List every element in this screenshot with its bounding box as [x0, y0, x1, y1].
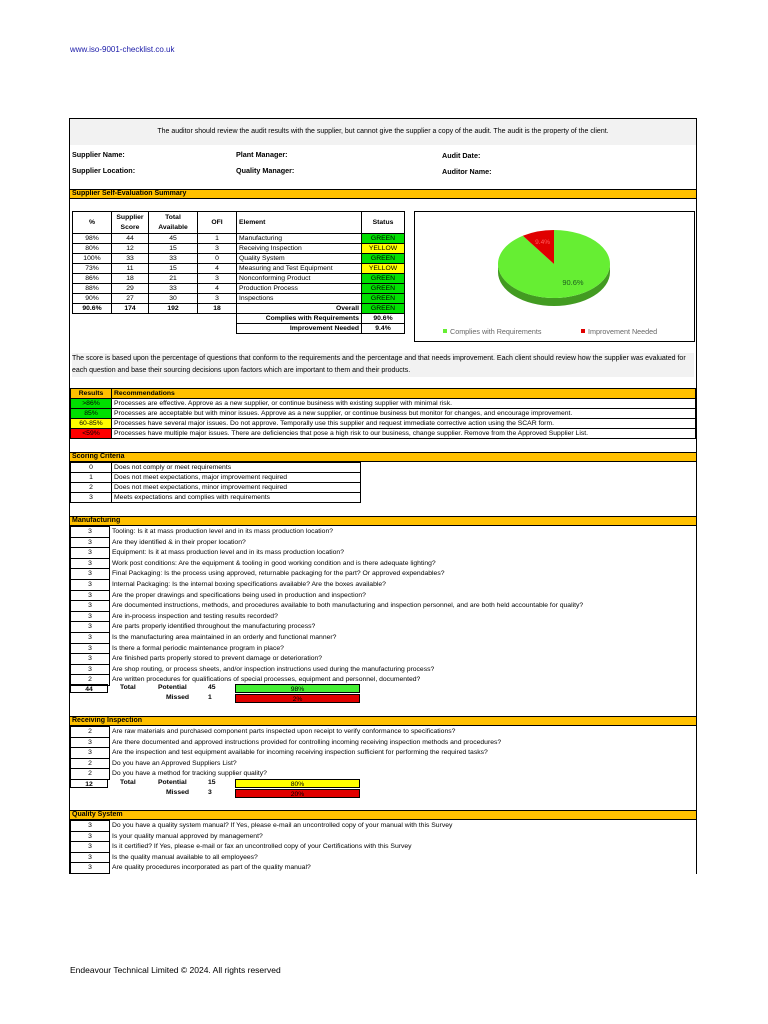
results-range: 85%: [71, 409, 112, 419]
scoring-text: Does not meet expectations, minor improvement required: [112, 483, 361, 493]
total-label: Total: [120, 779, 136, 786]
missed-pct-bar: 20%: [235, 789, 360, 798]
summary-table: [72, 211, 405, 334]
blank-cell: [73, 324, 237, 334]
question-row: [71, 537, 586, 548]
summary-overall-row: [73, 304, 405, 314]
question-score[interactable]: 3: [71, 622, 110, 633]
question-score[interactable]: 3: [71, 537, 110, 548]
summary-row: [73, 254, 405, 264]
question-text: Work post conditions: Are the equipment & tooling in good working condition and is there adequate lighting?: [110, 558, 586, 569]
question-score[interactable]: 3: [71, 558, 110, 569]
summary-score: 29: [112, 284, 149, 294]
question-text: Are quality procedures incorporated as part of the quality manual?: [110, 863, 455, 874]
blank-cell: [73, 314, 237, 324]
quality-title: Quality System: [70, 810, 696, 820]
question-score[interactable]: 3: [71, 590, 110, 601]
question-row: [71, 758, 504, 769]
question-text: Do you have an Approved Suppliers List?: [110, 758, 504, 769]
pie-label-1: 9.4%: [535, 239, 551, 247]
question-row: [71, 852, 455, 863]
compliance-pie-chart: [414, 211, 695, 342]
missed-label: Missed: [166, 694, 190, 701]
supplier-name-label: Supplier Name:: [72, 150, 125, 159]
question-score[interactable]: 3: [71, 548, 110, 559]
improvement-value: 9.4%: [362, 324, 405, 334]
total-score: 12: [70, 779, 108, 788]
potential-label: Potential: [158, 684, 187, 691]
question-row: [71, 643, 586, 654]
summary-score: 44: [112, 234, 149, 244]
legend-swatch-0: [443, 329, 447, 333]
summary-row: [73, 244, 405, 254]
question-row: [71, 842, 455, 853]
scoring-text: Does not comply or meet requirements: [112, 463, 361, 473]
results-row: [71, 409, 696, 419]
summary-element: Measuring and Test Equipment: [237, 264, 362, 274]
scoring-row: [71, 473, 361, 483]
question-score[interactable]: 3: [71, 821, 110, 832]
question-row: [71, 611, 586, 622]
pie-label-0: 90.6%: [562, 277, 584, 287]
summary-total: 33: [149, 284, 198, 294]
improvement-row: [73, 324, 405, 334]
recommendations-header: Recommendations: [112, 389, 696, 399]
question-row: [71, 548, 586, 559]
summary-pct: 73%: [73, 264, 112, 274]
scoring-table: [70, 462, 361, 503]
question-score[interactable]: 3: [71, 654, 110, 665]
question-text: Are the inspection and test equipment available for incoming receiving inspection sufficient for performing the required tasks?: [110, 748, 504, 759]
overall-pct: 90.6%: [73, 304, 112, 314]
summary-pct: 100%: [73, 254, 112, 264]
summary-status: GREEN: [362, 284, 405, 294]
question-row: [71, 632, 586, 643]
summary-ofi: 3: [198, 244, 237, 254]
question-score[interactable]: 3: [71, 569, 110, 580]
question-score[interactable]: 3: [71, 611, 110, 622]
question-score[interactable]: 3: [71, 863, 110, 874]
summary-score: 27: [112, 294, 149, 304]
question-score[interactable]: 3: [71, 527, 110, 538]
summary-status: GREEN: [362, 254, 405, 264]
scoring-text: Does not meet expectations, major improvement required: [112, 473, 361, 483]
summary-ofi: 0: [198, 254, 237, 264]
summary-status: YELLOW: [362, 264, 405, 274]
question-score[interactable]: 3: [71, 852, 110, 863]
potential-label: Potential: [158, 779, 187, 786]
summary-element: Inspections: [237, 294, 362, 304]
col-status: Status: [362, 212, 405, 234]
summary-element: Manufacturing: [237, 234, 362, 244]
question-text: Are in-process inspection and testing results recorded?: [110, 611, 586, 622]
summary-pct: 90%: [73, 294, 112, 304]
results-range: <59%: [71, 429, 112, 439]
complies-row: [73, 314, 405, 324]
summary-score: 33: [112, 254, 149, 264]
question-row: [71, 821, 455, 832]
summary-row: [73, 284, 405, 294]
auditor-name-label: Auditor Name:: [442, 167, 492, 176]
audit-sheet: [69, 118, 697, 874]
summary-ofi: 3: [198, 274, 237, 284]
overall-status: GREEN: [362, 304, 405, 314]
scoring-score: 2: [71, 483, 112, 493]
summary-pct: 88%: [73, 284, 112, 294]
scoring-title: Scoring Criteria: [70, 452, 696, 462]
results-text: Processes have multiple major issues. There are deficiencies that pose a high risk to our business, change supplier. Remove from the Approved Supplier List.: [112, 429, 696, 439]
summary-status: GREEN: [362, 274, 405, 284]
question-row: [71, 558, 586, 569]
results-text: Processes are effective. Approve as a new supplier, or continue business with existing supplier with minimal risk.: [112, 399, 696, 409]
col-score: Supplier Score: [112, 212, 149, 234]
site-url[interactable]: www.iso-9001-checklist.co.uk: [70, 45, 175, 54]
summary-row: [73, 274, 405, 284]
overall-total: 192: [149, 304, 198, 314]
manufacturing-questions: [70, 526, 585, 686]
scoring-score: 0: [71, 463, 112, 473]
quality-manager-label: Quality Manager:: [236, 166, 295, 175]
complies-value: 90.6%: [362, 314, 405, 324]
question-row: [71, 654, 586, 665]
improvement-label: Improvement Needed: [237, 324, 362, 334]
question-row: [71, 622, 586, 633]
question-text: Do you have a method for tracking supplier quality?: [110, 769, 504, 780]
question-score[interactable]: 3: [71, 842, 110, 853]
receiving-questions: [70, 726, 503, 780]
question-text: Is it certified? If Yes, please e-mail or fax an uncontrolled copy of your Certifications with this Survey: [110, 842, 455, 853]
question-score[interactable]: 3: [71, 831, 110, 842]
question-row: [71, 527, 586, 538]
summary-total: 15: [149, 244, 198, 254]
summary-element: Nonconforming Product: [237, 274, 362, 284]
summary-total: 30: [149, 294, 198, 304]
summary-ofi: 1: [198, 234, 237, 244]
overall-score: 174: [112, 304, 149, 314]
scoring-text: Meets expectations and complies with requirements: [112, 493, 361, 503]
summary-score: 11: [112, 264, 149, 274]
question-text: Are there documented and approved instructions provided for controlling incoming receiving inspection methods and procedures?: [110, 737, 504, 748]
question-text: Are they identified & in their proper location?: [110, 537, 586, 548]
summary-ofi: 4: [198, 284, 237, 294]
question-score[interactable]: 2: [71, 758, 110, 769]
question-text: Tooling: Is it at mass production level and in its mass production location?: [110, 527, 586, 538]
question-text: Are shop routing, or process sheets, and/or inspection instructions used during the manufacturing process?: [110, 664, 586, 675]
scoring-row: [71, 493, 361, 503]
summary-score: 18: [112, 274, 149, 284]
question-text: Is your quality manual approved by management?: [110, 831, 455, 842]
question-score[interactable]: 3: [71, 579, 110, 590]
question-score[interactable]: 2: [71, 675, 110, 686]
question-text: Are written procedures for qualifications of special processes, equipment and personnel, documented?: [110, 675, 586, 686]
results-row: [71, 429, 696, 439]
col-element: Element: [237, 212, 362, 234]
complies-label: Complies with Requirements: [237, 314, 362, 324]
results-row: [71, 419, 696, 429]
missed-value: 3: [208, 789, 212, 796]
question-score[interactable]: 3: [71, 737, 110, 748]
question-score[interactable]: 2: [71, 727, 110, 738]
total-score: 44: [70, 684, 108, 693]
summary-total: 21: [149, 274, 198, 284]
question-score[interactable]: 3: [71, 632, 110, 643]
results-text: Processes are acceptable but with minor issues. Approve as a new supplier, or continue business but monitor for changes, and encourage improvement.: [112, 409, 696, 419]
summary-element: Quality System: [237, 254, 362, 264]
legend-swatch-1: [581, 329, 585, 333]
legend-label-1: Improvement Needed: [588, 327, 658, 336]
results-header: Results: [71, 389, 112, 399]
summary-total: 33: [149, 254, 198, 264]
question-row: [71, 601, 586, 612]
overall-ofi: 18: [198, 304, 237, 314]
question-text: Equipment: Is it at mass production level and in its mass production location?: [110, 548, 586, 559]
results-range: 60-85%: [71, 419, 112, 429]
question-row: [71, 664, 586, 675]
quality-questions: [70, 820, 454, 874]
potential-value: 45: [208, 684, 216, 691]
summary-title: Supplier Self-Evaluation Summary: [70, 189, 696, 199]
plant-manager-label: Plant Manager:: [236, 150, 288, 159]
question-score[interactable]: 3: [71, 664, 110, 675]
overall-label: Overall: [237, 304, 362, 314]
results-row: [71, 399, 696, 409]
total-label: Total: [120, 684, 136, 691]
col-pct: %: [73, 212, 112, 234]
manufacturing-title: Manufacturing: [70, 516, 696, 526]
summary-pct: 86%: [73, 274, 112, 284]
question-row: [71, 590, 586, 601]
question-text: Is the manufacturing area maintained in an orderly and functional manner?: [110, 632, 586, 643]
summary-ofi: 3: [198, 294, 237, 304]
results-text: Processes have several major issues. Do not approve. Temporally use this supplier and request immediate corrective action using the SCAR form.: [112, 419, 696, 429]
question-score[interactable]: 2: [71, 769, 110, 780]
question-row: [71, 748, 504, 759]
question-row: [71, 579, 586, 590]
question-row: [71, 831, 455, 842]
summary-pct: 80%: [73, 244, 112, 254]
question-text: Is there a formal periodic maintenance program in place?: [110, 643, 586, 654]
question-score[interactable]: 3: [71, 601, 110, 612]
scoring-score: 1: [71, 473, 112, 483]
missed-label: Missed: [166, 789, 190, 796]
summary-total: 15: [149, 264, 198, 274]
summary-row: [73, 294, 405, 304]
footer-copyright: Endeavour Technical Limited © 2024. All rights reserved: [70, 965, 281, 975]
results-table: [70, 388, 696, 439]
summary-total: 45: [149, 234, 198, 244]
audit-date-label: Audit Date:: [442, 151, 481, 160]
summary-row: [73, 264, 405, 274]
summary-element: Production Process: [237, 284, 362, 294]
summary-pct: 98%: [73, 234, 112, 244]
missed-pct-bar: 2%: [235, 694, 360, 703]
question-text: Are raw materials and purchased component parts inspected upon receipt to verify conformance to specifications?: [110, 727, 504, 738]
potential-pct-bar: 80%: [235, 779, 360, 788]
question-text: Final Packaging: Is the process using approved, returnable packaging for the part? Or approved expendables?: [110, 569, 586, 580]
col-total: Total Available: [149, 212, 198, 234]
summary-element: Receiving Inspection: [237, 244, 362, 254]
question-text: Are parts properly identified throughout the manufacturing process?: [110, 622, 586, 633]
question-score[interactable]: 3: [71, 643, 110, 654]
supplier-location-label: Supplier Location:: [72, 166, 136, 175]
scoring-score: 3: [71, 493, 112, 503]
results-range: >86%: [71, 399, 112, 409]
score-note: The score is based upon the percentage of questions that conform to the requirements and the percentage and that needs improvement. Each client should review how the supplier was evaluated for each question and base their sourcing decisions upon factors which are important to them and their products.: [72, 353, 694, 377]
pie-svg: [415, 212, 694, 341]
scoring-row: [71, 463, 361, 473]
question-row: [71, 569, 586, 580]
potential-pct-bar: 98%: [235, 684, 360, 693]
summary-row: [73, 234, 405, 244]
summary-status: YELLOW: [362, 244, 405, 254]
question-row: [71, 769, 504, 780]
legend-label-0: Complies with Requirements: [450, 327, 542, 336]
summary-status: GREEN: [362, 234, 405, 244]
missed-value: 1: [208, 694, 212, 701]
audit-notice: The auditor should review the audit results with the supplier, but cannot give the supplier a copy of the audit. The audit is the property of the client.: [70, 119, 696, 145]
question-score[interactable]: 3: [71, 748, 110, 759]
scoring-row: [71, 483, 361, 493]
question-text: Are documented instructions, methods, and procedures available to both manufacturing and inspection personnel, and are both held accountable for quality?: [110, 601, 586, 612]
question-text: Are the proper drawings and specifications being used in production and inspection?: [110, 590, 586, 601]
question-row: [71, 727, 504, 738]
summary-ofi: 4: [198, 264, 237, 274]
question-row: [71, 863, 455, 874]
question-row: [71, 737, 504, 748]
question-text: Do you have a quality system manual? If Yes, please e-mail an uncontrolled copy of your manual with this Survey: [110, 821, 455, 832]
question-text: Is the quality manual available to all employees?: [110, 852, 455, 863]
col-ofi: OFI: [198, 212, 237, 234]
summary-score: 12: [112, 244, 149, 254]
receiving-title: Receiving Inspection: [70, 716, 696, 726]
question-text: Are finished parts properly stored to prevent damage or deterioration?: [110, 654, 586, 665]
summary-status: GREEN: [362, 294, 405, 304]
potential-value: 15: [208, 779, 216, 786]
question-text: Internal Packaging: Is the internal boxing specifications available? Are the boxes available?: [110, 579, 586, 590]
